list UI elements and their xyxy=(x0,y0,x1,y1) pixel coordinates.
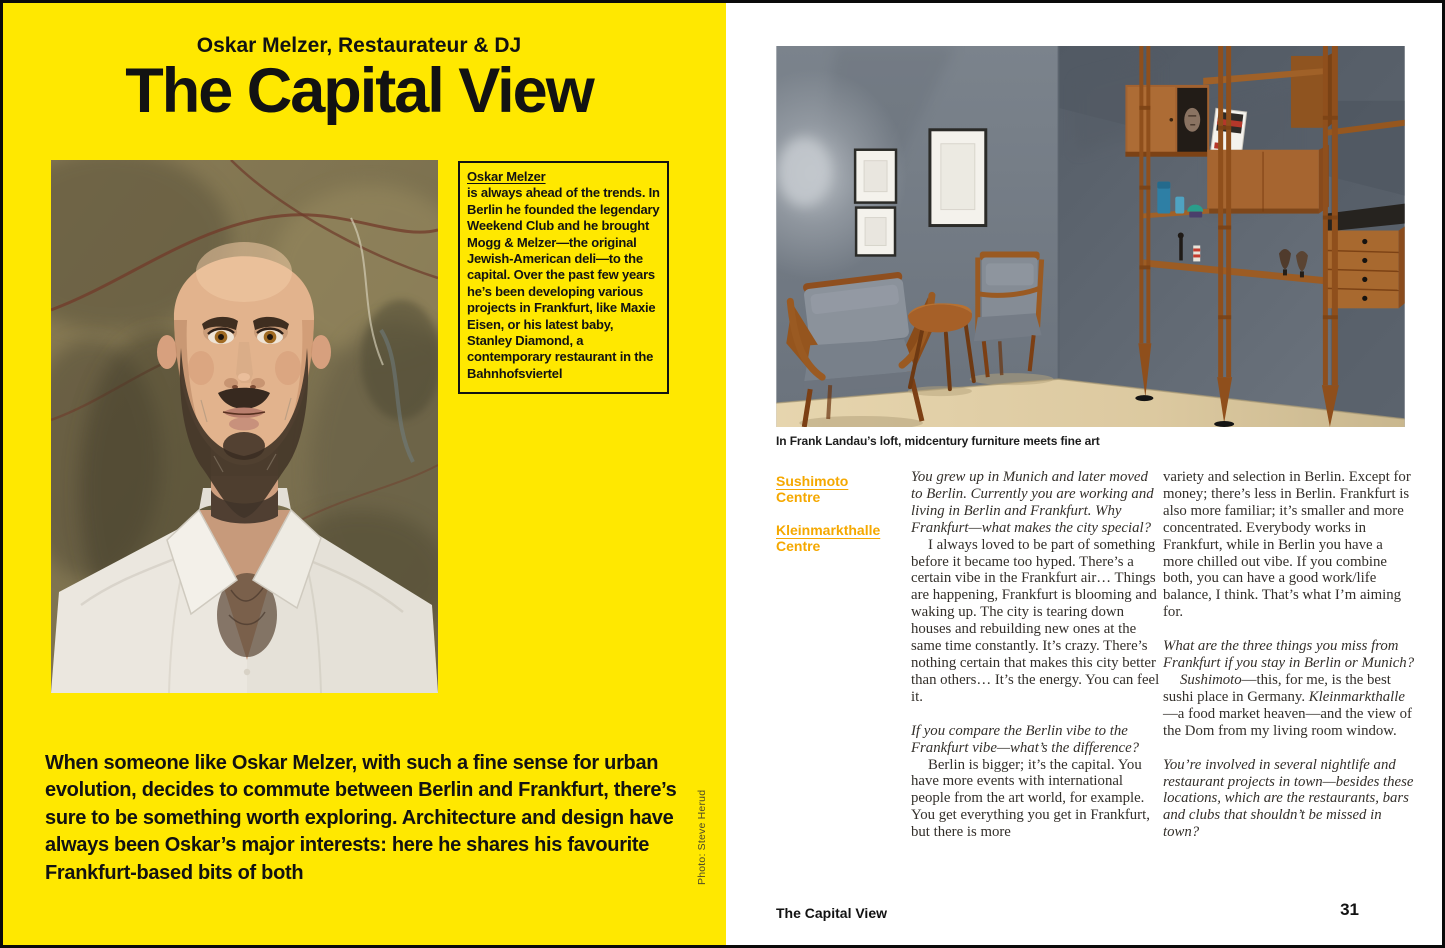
page-number: 31 xyxy=(1340,900,1359,919)
photo-credit: Photo: Steve Herud xyxy=(696,789,708,885)
interview-column-2 xyxy=(1163,469,1415,841)
photo-caption: In Frank Landau’s loft, midcentury furniture meets fine art xyxy=(776,434,1100,448)
interview-question: If you compare the Berlin vibe to the Frankfurt vibe—what’s the difference? xyxy=(911,722,1140,756)
page-title: The Capital View xyxy=(125,56,593,126)
intro-paragraph: When someone like Oskar Melzer, with such a fine sense for urban evolution, decides to commute between Berlin and Frankfurt, there’s sure to be something worth exploring. Architecture and design have always been Oskar’s major interests: here he shares his favourite Frankfurt-based bits of both xyxy=(45,752,677,884)
interview-question: What are the three things you miss from Frankfurt if you stay in Berlin or Munich? xyxy=(1163,638,1415,672)
link-title[interactable]: Kleinmarkthalle xyxy=(776,522,881,538)
portrait-photo xyxy=(51,160,438,693)
room-corner xyxy=(1058,46,1060,385)
portrait-photo-svg xyxy=(51,160,438,693)
bio-box xyxy=(458,161,669,394)
interview-continuation: variety and selection in Berlin. Except for money; there’s less in Berlin. Frankfurt is also more familiar; it’s smaller and more concentrated. Everybody works in Frankfurt, while in Berlin you have a more chilled out vibe. If you combine both, you can have a good work/life balance, I think. That’s what I’m aiming for. xyxy=(1163,469,1411,621)
interview-answer: Sushimoto—this, for me, is the best sushi place in Germany. Kleinmarkthalle—a food market heaven—and the view of the Dom from my living room window. xyxy=(1163,671,1412,739)
interview-answer: I always loved to be part of something before it became too hyped. There’s a certain vibe in the Frankfurt air… Things are happening, Frankfurt is blooming and waking up. The city is tearing down houses and rebuilding new ones at the same time constantly. It’s crazy. There’s nothing certain that makes this city better than others… It’s the energy. You can feel it. xyxy=(911,536,1160,705)
bio-name: Oskar Melzer xyxy=(467,169,546,184)
sidebar-link[interactable] xyxy=(776,523,906,554)
sidebar-links xyxy=(776,474,906,572)
bio-text: is always ahead of the trends. In Berlin he founded the legendary Weekend Club and he brought Mogg & Melzer—the original Jewish-American deli—to the capital. Over the past few years he’s been developing various projects in Frankfurt, like Maxie Eisen, or his latest baby, Stanley Diamond, a contemporary restaurant in the Bahnhofsviertel xyxy=(467,185,660,381)
interview-question: You grew up in Munich and later moved to Berlin. Currently you are working and living in Berlin and Frankfurt. Why Frankfurt—what makes the city special? xyxy=(911,469,1154,536)
loft-photo xyxy=(776,46,1405,427)
page-right-white xyxy=(726,3,1445,948)
sidebar-link[interactable] xyxy=(776,474,906,505)
interview-question: You’re involved in several nightlife and restaurant projects in town—besides these locations, which are the restaurants, bars and clubs that shouldn’t be missed in town? xyxy=(1163,756,1414,841)
loft-photo-svg xyxy=(776,46,1405,427)
interview-answer: Berlin is bigger; it’s the capital. You have more events with international people from the art world, for example. You get everything you get in Frankfurt, but there is more xyxy=(911,756,1150,841)
link-location: Centre xyxy=(776,488,821,505)
link-title[interactable]: Sushimoto xyxy=(776,473,849,489)
page-left-yellow xyxy=(3,3,726,948)
footer-title: The Capital View xyxy=(776,905,887,921)
interview-column-1 xyxy=(911,469,1163,841)
kicker: Oskar Melzer, Restaurateur & DJ xyxy=(196,34,522,57)
link-location: Centre xyxy=(776,537,821,554)
